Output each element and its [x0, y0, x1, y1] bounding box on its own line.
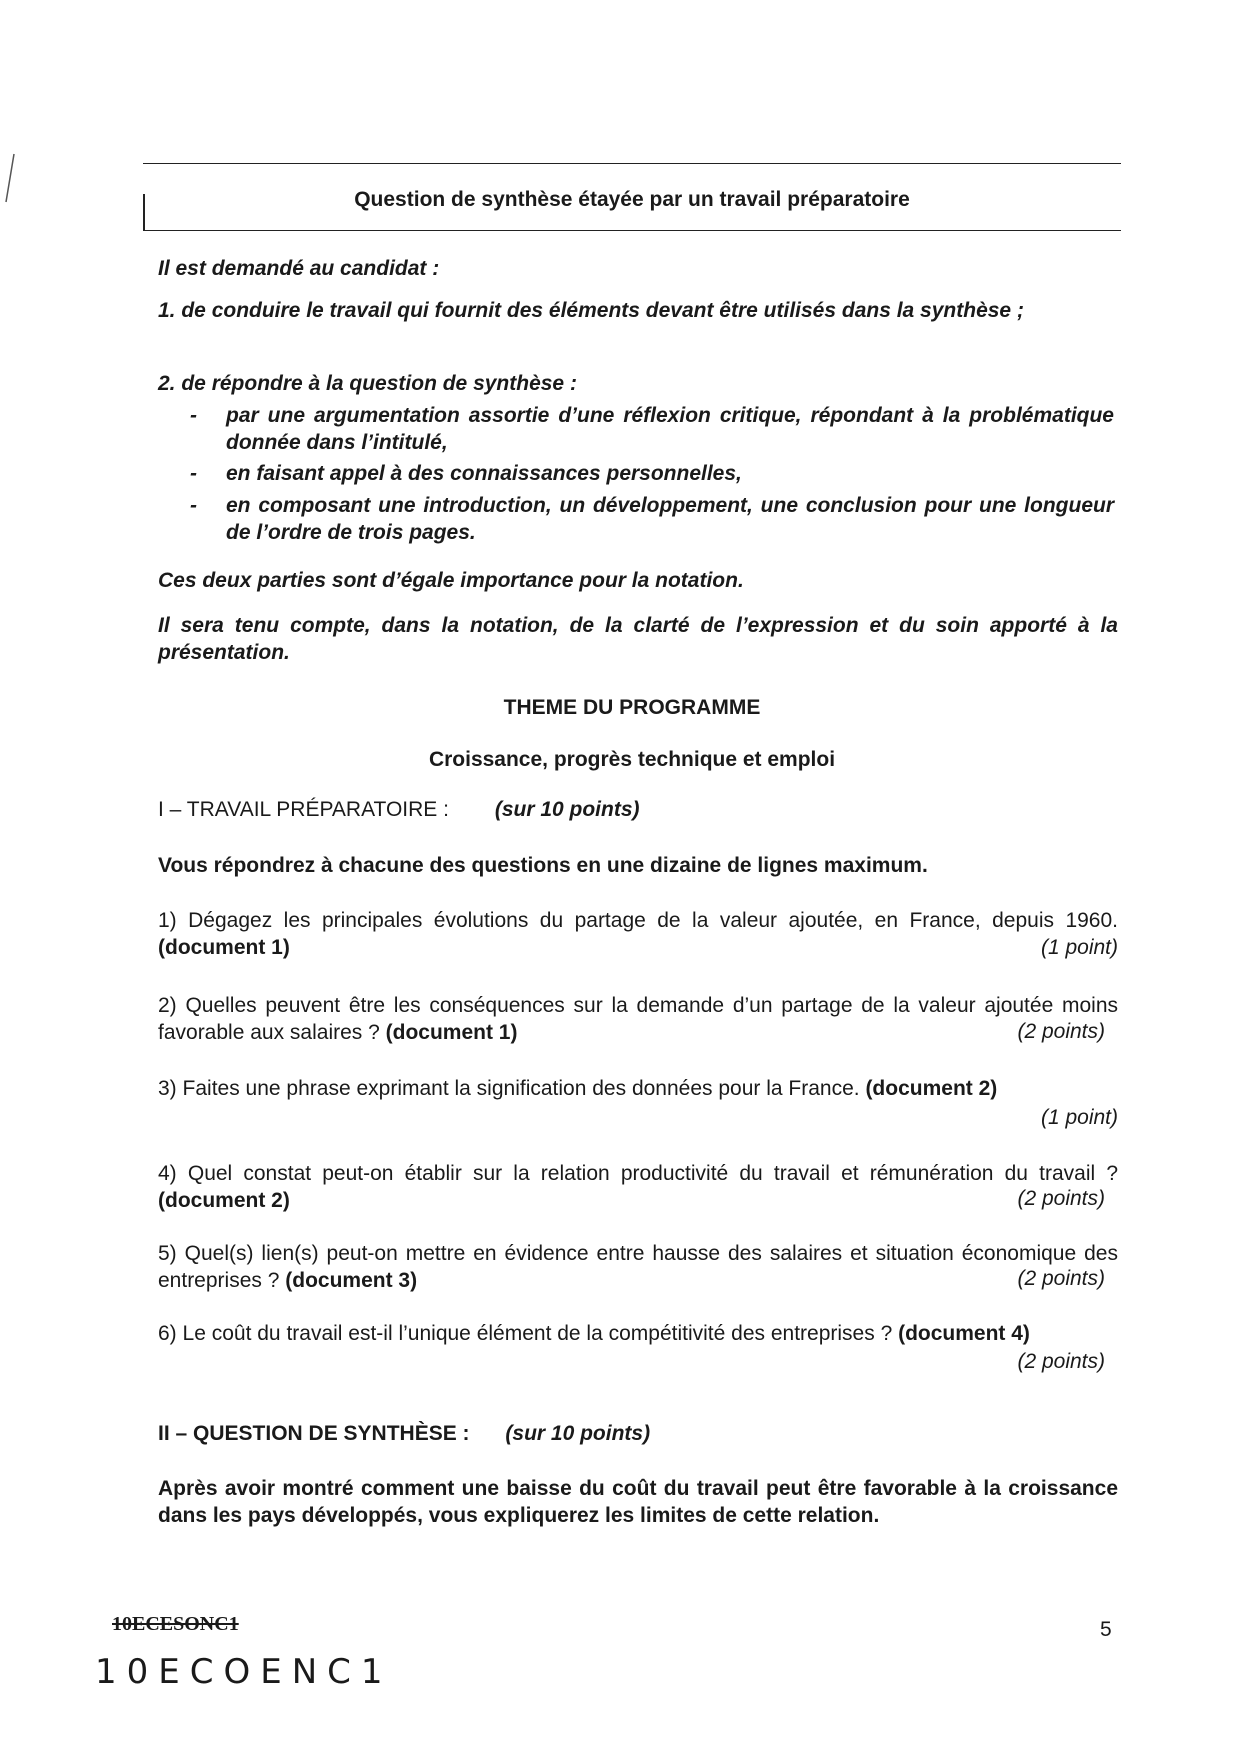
question-doc: (document 1) [158, 936, 290, 959]
bullet-item: par une argumentation assortie d’une réflexion critique, répondant à la problématique donnée dans l’intitulé, [226, 404, 1114, 454]
question-doc: (document 3) [285, 1269, 418, 1292]
part2-title: II – QUESTION DE SYNTHÈSE : [158, 1422, 470, 1445]
instructions-equal-importance: Ces deux parties sont d’égale importance pour la notation. [158, 569, 744, 592]
question-points: (2 points) [1017, 1020, 1105, 1043]
part1-heading [158, 796, 1118, 823]
question-points: (1 point) [1040, 936, 1118, 959]
handwritten-exam-code: 10ECOENC1 [95, 1652, 393, 1692]
header-title: Question de synthèse étayée par un travail préparatoire [354, 188, 910, 211]
question-text: Le coût du travail est-il l’unique élément de la compétitivité des entreprises ? [182, 1322, 893, 1345]
instructions-intro: Il est demandé au candidat : [158, 257, 440, 280]
question-text: Quel constat peut-on établir sur la relation productivité du travail et rémunération du travail ? [187, 1162, 1118, 1185]
header-box [143, 163, 1121, 231]
part2-points: (sur 10 points) [505, 1422, 651, 1445]
question-doc: (document 1) [385, 1021, 518, 1044]
question-doc: (document 2) [158, 1189, 290, 1212]
question-3 [158, 1075, 1118, 1102]
bullet-item: en faisant appel à des connaissances personnelles, [226, 462, 742, 485]
question-doc: (document 2) [865, 1077, 998, 1100]
question-text: Dégagez les principales évolutions du partage de la valeur ajoutée, en France, depuis 1960. [188, 909, 1118, 932]
question-text: Quel(s) lien(s) peut-on mettre en évidence entre hausse des salaires et situation économique des entreprises ? [158, 1242, 1118, 1292]
question-num: 6) [158, 1322, 177, 1345]
question-points: (1 point) [1040, 1106, 1118, 1129]
question-num: 2) [158, 994, 177, 1017]
bullet-item: en composant une introduction, un développement, une conclusion pour une longueur de l’ordre de trois pages. [226, 494, 1114, 544]
part2-heading [158, 1420, 1118, 1447]
question-num: 1) [158, 909, 177, 932]
bullet-marker: - [190, 404, 197, 427]
printed-exam-code: 10ECESONC1 [112, 1613, 239, 1635]
question-points: (2 points) [1017, 1350, 1105, 1373]
part1-points: (sur 10 points) [494, 798, 640, 821]
page-number: 5 [1100, 1618, 1112, 1641]
scan-mark [0, 150, 20, 210]
question-text: Quelles peuvent être les conséquences sur la demande d’un partage de la valeur ajoutée moins favorable aux salaires ? [158, 994, 1119, 1044]
question-text: Faites une phrase exprimant la signification des données pour la France. [182, 1077, 860, 1100]
question-points: (2 points) [1017, 1187, 1105, 1210]
instructions-clarity: Il sera tenu compte, dans la notation, de la clarté de l’expression et du soin apporté à la présentation. [158, 614, 1118, 664]
bullet-marker: - [190, 494, 197, 517]
instructions-item-2: 2. de répondre à la question de synthèse : [158, 372, 577, 395]
part2-question: Après avoir montré comment une baisse du coût du travail peut être favorable à la croissance dans les pays développés, vous expliquerez les limites de cette relation. [158, 1477, 1118, 1527]
theme-label: THEME DU PROGRAMME [503, 696, 761, 719]
part1-title: I – TRAVAIL PRÉPARATOIRE : [158, 798, 449, 821]
question-doc: (document 4) [898, 1322, 1030, 1345]
part1-instruction: Vous répondrez à chacune des questions en une dizaine de lignes maximum. [158, 854, 928, 877]
theme-subtitle: Croissance, progrès technique et emploi [428, 748, 836, 771]
question-6 [158, 1320, 1118, 1347]
bullet-marker: - [190, 462, 197, 485]
question-points: (2 points) [1017, 1267, 1105, 1290]
question-num: 4) [158, 1162, 177, 1185]
instructions-item-1: 1. de conduire le travail qui fournit des éléments devant être utilisés dans la synthèse ; [158, 299, 1024, 322]
question-num: 5) [158, 1242, 177, 1265]
question-num: 3) [158, 1077, 177, 1100]
